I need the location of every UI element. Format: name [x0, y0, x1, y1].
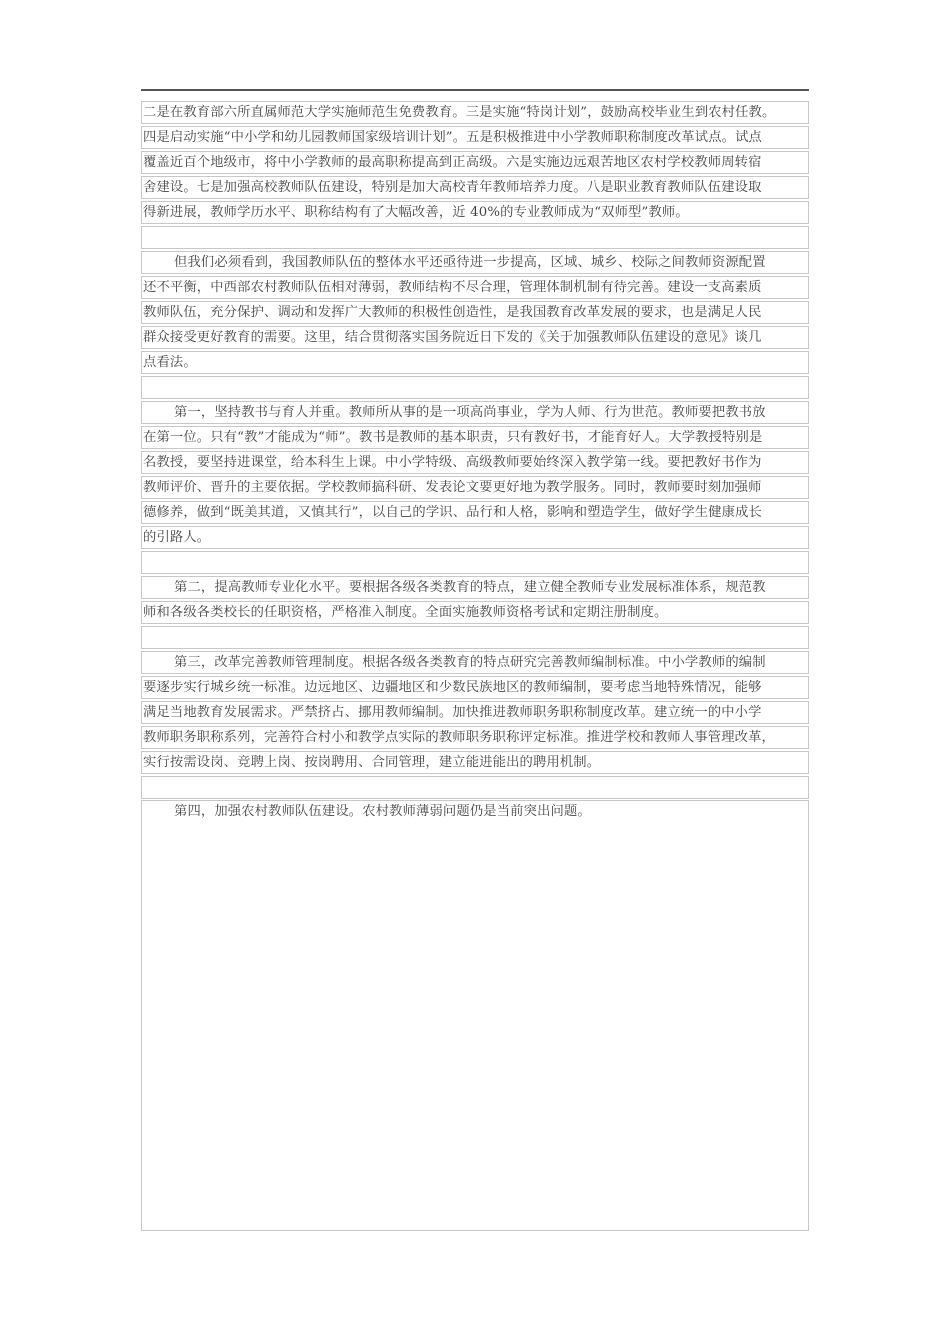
- paragraph-line: 满足当地教育发展需求。严禁挤占、挪用教师编制。加快推进教师职务职称制度改革。建立统一的中小学: [141, 701, 809, 724]
- paragraph-line: 群众接受更好教育的需要。这里，结合贯彻落实国务院近日下发的《关于加强教师队伍建设的意见》谈几: [141, 326, 809, 349]
- paragraph-line: 在第一位。只有“教”才能成为“师”。教书是教师的基本职责，只有教好书，才能育好人。大学教授特别是: [141, 426, 809, 449]
- paragraph-line: 教师队伍，充分保护、调动和发挥广大教师的积极性创造性，是我国教育改革发展的要求，也是满足人民: [141, 301, 809, 324]
- paragraph-line: 得新进展，教师学历水平、职称结构有了大幅改善，近 40%的专业教师成为“双师型”教师。: [141, 201, 809, 224]
- blank-line: [141, 551, 809, 574]
- paragraph-line: 覆盖近百个地级市，将中小学教师的最高职称提高到正高级。六是实施边远艰苦地区农村学校教师周转宿: [141, 151, 809, 174]
- paragraph-line: 四是启动实施“中小学和幼儿园教师国家级培训计划”。五是积极推进中小学教师职称制度改革试点。试点: [141, 126, 809, 149]
- final-paragraph-box: [141, 800, 809, 1231]
- paragraph-line: 的引路人。: [141, 526, 809, 549]
- paragraph-line: 第二，提高教师专业化水平。要根据各级各类教育的特点，建立健全教师专业发展标准体系，规范教: [141, 576, 809, 599]
- blank-line: [141, 226, 809, 249]
- paragraph-line: 师和各级各类校长的任职资格，严格准入制度。全面实施教师资格考试和定期注册制度。: [141, 601, 809, 624]
- header-rule: [141, 89, 809, 91]
- paragraph-line: 还不平衡，中西部农村教师队伍相对薄弱，教师结构不尽合理，管理体制机制有待完善。建设一支高素质: [141, 276, 809, 299]
- paragraph-line: 教师职务职称系列，完善符合村小和教学点实际的教师职务职称评定标准。推进学校和教师人事管理改革，: [141, 726, 809, 749]
- paragraph-line: 第一，坚持教书与育人并重。教师所从事的是一项高尚事业，学为人师、行为世范。教师要把教书放: [141, 401, 809, 424]
- paragraph-line: 德修养，做到“既美其道，又慎其行”，以自己的学识、品行和人格，影响和塑造学生，做好学生健康成长: [141, 501, 809, 524]
- paragraph-line: 教师评价、晋升的主要依据。学校教师搞科研、发表论文要更好地为教学服务。同时，教师要时刻加强师: [141, 476, 809, 499]
- paragraph-line: 但我们必须看到，我国教师队伍的整体水平还亟待进一步提高，区域、城乡、校际之间教师资源配置: [141, 251, 809, 274]
- paragraph-line: 第四，加强农村教师队伍建设。农村教师薄弱问题仍是当前突出问题。: [174, 804, 591, 819]
- paragraph-line: 点看法。: [141, 351, 809, 374]
- paragraph-line: 舍建设。七是加强高校教师队伍建设，特别是加大高校青年教师培养力度。八是职业教育教师队伍建设取: [141, 176, 809, 199]
- paragraph-line: 二是在教育部六所直属师范大学实施师范生免费教育。三是实施“特岗计划”，鼓励高校毕业生到农村任教。: [141, 101, 809, 124]
- blank-line: [141, 776, 809, 799]
- blank-line: [141, 626, 809, 649]
- paragraph-line: 要逐步实行城乡统一标准。边远地区、边疆地区和少数民族地区的教师编制，要考虑当地特殊情况，能够: [141, 676, 809, 699]
- paragraph-line: 名教授，要坚持进课堂，给本科生上课。中小学特级、高级教师要始终深入教学第一线。要把教好书作为: [141, 451, 809, 474]
- paragraph-line: 第三，改革完善教师管理制度。根据各级各类教育的特点研究完善教师编制标准。中小学教师的编制: [141, 651, 809, 674]
- paragraph-line: 实行按需设岗、竞聘上岗、按岗聘用、合同管理，建立能进能出的聘用机制。: [141, 751, 809, 774]
- blank-line: [141, 376, 809, 399]
- document-body: [141, 101, 809, 801]
